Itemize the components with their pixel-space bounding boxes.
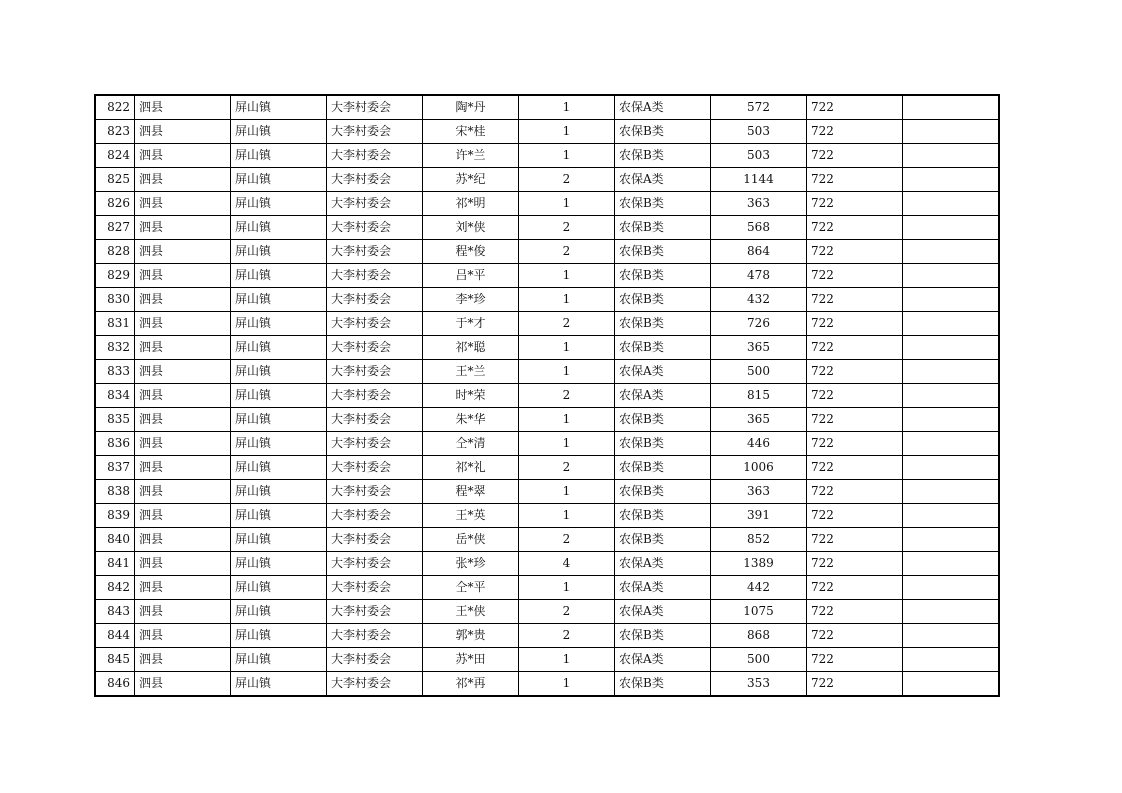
name-cell: 祁*礼: [423, 456, 519, 480]
standard-cell: 722: [807, 528, 903, 552]
amount-cell: 363: [711, 192, 807, 216]
amount-cell: 500: [711, 648, 807, 672]
household-count-cell: 1: [519, 360, 615, 384]
name-cell: 岳*侠: [423, 528, 519, 552]
insurance-category-cell: 农保A类: [615, 600, 711, 624]
table-row: [95, 648, 999, 672]
insurance-category-cell: 农保B类: [615, 120, 711, 144]
amount-cell: 446: [711, 432, 807, 456]
table-row: [95, 192, 999, 216]
standard-cell: 722: [807, 95, 903, 120]
table-row: [95, 288, 999, 312]
name-cell: 吕*平: [423, 264, 519, 288]
town-cell: 屏山镇: [231, 360, 327, 384]
standard-cell: 722: [807, 408, 903, 432]
standard-cell: 722: [807, 192, 903, 216]
county-cell: 泗县: [135, 312, 231, 336]
household-count-cell: 2: [519, 624, 615, 648]
standard-cell: 722: [807, 384, 903, 408]
remark-cell: [903, 672, 1000, 697]
county-cell: 泗县: [135, 456, 231, 480]
county-cell: 泗县: [135, 552, 231, 576]
insurance-category-cell: 农保B类: [615, 456, 711, 480]
standard-cell: 722: [807, 480, 903, 504]
standard-cell: 722: [807, 600, 903, 624]
household-count-cell: 2: [519, 600, 615, 624]
amount-cell: 868: [711, 624, 807, 648]
table-row: [95, 264, 999, 288]
county-cell: 泗县: [135, 600, 231, 624]
remark-cell: [903, 240, 1000, 264]
village-committee-cell: 大李村委会: [327, 528, 423, 552]
village-committee-cell: 大李村委会: [327, 95, 423, 120]
table-row: [95, 432, 999, 456]
table-row: [95, 95, 999, 120]
row-number-cell: 823: [95, 120, 135, 144]
standard-cell: 722: [807, 312, 903, 336]
row-number-cell: 845: [95, 648, 135, 672]
standard-cell: 722: [807, 288, 903, 312]
insurance-category-cell: 农保A类: [615, 384, 711, 408]
amount-cell: 503: [711, 120, 807, 144]
insurance-category-cell: 农保B类: [615, 336, 711, 360]
name-cell: 刘*侠: [423, 216, 519, 240]
town-cell: 屏山镇: [231, 95, 327, 120]
county-cell: 泗县: [135, 624, 231, 648]
standard-cell: 722: [807, 456, 903, 480]
insurance-category-cell: 农保B类: [615, 480, 711, 504]
household-count-cell: 1: [519, 336, 615, 360]
town-cell: 屏山镇: [231, 432, 327, 456]
village-committee-cell: 大李村委会: [327, 384, 423, 408]
table-row: [95, 672, 999, 697]
row-number-cell: 826: [95, 192, 135, 216]
county-cell: 泗县: [135, 240, 231, 264]
standard-cell: 722: [807, 120, 903, 144]
table-row: [95, 336, 999, 360]
town-cell: 屏山镇: [231, 384, 327, 408]
town-cell: 屏山镇: [231, 504, 327, 528]
table-row: [95, 408, 999, 432]
village-committee-cell: 大李村委会: [327, 624, 423, 648]
village-committee-cell: 大李村委会: [327, 336, 423, 360]
town-cell: 屏山镇: [231, 408, 327, 432]
row-number-cell: 841: [95, 552, 135, 576]
amount-cell: 363: [711, 480, 807, 504]
table-row: [95, 552, 999, 576]
village-committee-cell: 大李村委会: [327, 504, 423, 528]
name-cell: 于*才: [423, 312, 519, 336]
town-cell: 屏山镇: [231, 312, 327, 336]
village-committee-cell: 大李村委会: [327, 288, 423, 312]
remark-cell: [903, 408, 1000, 432]
row-number-cell: 822: [95, 95, 135, 120]
row-number-cell: 846: [95, 672, 135, 697]
amount-cell: 442: [711, 576, 807, 600]
insurance-category-cell: 农保A类: [615, 648, 711, 672]
remark-cell: [903, 624, 1000, 648]
amount-cell: 852: [711, 528, 807, 552]
row-number-cell: 840: [95, 528, 135, 552]
remark-cell: [903, 288, 1000, 312]
insurance-category-cell: 农保B类: [615, 312, 711, 336]
town-cell: 屏山镇: [231, 144, 327, 168]
name-cell: 祁*再: [423, 672, 519, 697]
standard-cell: 722: [807, 264, 903, 288]
village-committee-cell: 大李村委会: [327, 168, 423, 192]
remark-cell: [903, 144, 1000, 168]
row-number-cell: 829: [95, 264, 135, 288]
table-row: [95, 456, 999, 480]
village-committee-cell: 大李村委会: [327, 192, 423, 216]
amount-cell: 478: [711, 264, 807, 288]
table-row: [95, 384, 999, 408]
name-cell: 王*兰: [423, 360, 519, 384]
name-cell: 王*侠: [423, 600, 519, 624]
insurance-category-cell: 农保A类: [615, 360, 711, 384]
county-cell: 泗县: [135, 480, 231, 504]
county-cell: 泗县: [135, 576, 231, 600]
name-cell: 苏*纪: [423, 168, 519, 192]
county-cell: 泗县: [135, 360, 231, 384]
village-committee-cell: 大李村委会: [327, 576, 423, 600]
village-committee-cell: 大李村委会: [327, 480, 423, 504]
insurance-category-cell: 农保B类: [615, 288, 711, 312]
amount-cell: 503: [711, 144, 807, 168]
remark-cell: [903, 168, 1000, 192]
village-committee-cell: 大李村委会: [327, 120, 423, 144]
row-number-cell: 838: [95, 480, 135, 504]
town-cell: 屏山镇: [231, 480, 327, 504]
insurance-category-cell: 农保B类: [615, 504, 711, 528]
remark-cell: [903, 600, 1000, 624]
standard-cell: 722: [807, 240, 903, 264]
amount-cell: 864: [711, 240, 807, 264]
row-number-cell: 834: [95, 384, 135, 408]
standard-cell: 722: [807, 336, 903, 360]
village-committee-cell: 大李村委会: [327, 672, 423, 697]
county-cell: 泗县: [135, 336, 231, 360]
remark-cell: [903, 192, 1000, 216]
table-row: [95, 168, 999, 192]
standard-cell: 722: [807, 432, 903, 456]
household-count-cell: 2: [519, 240, 615, 264]
county-cell: 泗县: [135, 672, 231, 697]
row-number-cell: 824: [95, 144, 135, 168]
town-cell: 屏山镇: [231, 264, 327, 288]
row-number-cell: 827: [95, 216, 135, 240]
village-committee-cell: 大李村委会: [327, 600, 423, 624]
amount-cell: 1075: [711, 600, 807, 624]
insurance-category-cell: 农保B类: [615, 528, 711, 552]
row-number-cell: 836: [95, 432, 135, 456]
insurance-category-cell: 农保B类: [615, 144, 711, 168]
county-cell: 泗县: [135, 432, 231, 456]
amount-cell: 353: [711, 672, 807, 697]
table-row: [95, 528, 999, 552]
town-cell: 屏山镇: [231, 288, 327, 312]
village-committee-cell: 大李村委会: [327, 312, 423, 336]
table-row: [95, 624, 999, 648]
row-number-cell: 843: [95, 600, 135, 624]
name-cell: 程*翠: [423, 480, 519, 504]
insurance-category-cell: 农保B类: [615, 264, 711, 288]
household-count-cell: 4: [519, 552, 615, 576]
standard-cell: 722: [807, 504, 903, 528]
name-cell: 仝*清: [423, 432, 519, 456]
town-cell: 屏山镇: [231, 648, 327, 672]
name-cell: 许*兰: [423, 144, 519, 168]
amount-cell: 432: [711, 288, 807, 312]
standard-cell: 722: [807, 552, 903, 576]
amount-cell: 365: [711, 336, 807, 360]
town-cell: 屏山镇: [231, 192, 327, 216]
amount-cell: 572: [711, 95, 807, 120]
standard-cell: 722: [807, 216, 903, 240]
table-row: [95, 240, 999, 264]
household-count-cell: 1: [519, 144, 615, 168]
household-count-cell: 1: [519, 264, 615, 288]
name-cell: 程*俊: [423, 240, 519, 264]
insurance-category-cell: 农保B类: [615, 192, 711, 216]
table-row: [95, 360, 999, 384]
county-cell: 泗县: [135, 288, 231, 312]
village-committee-cell: 大李村委会: [327, 144, 423, 168]
village-committee-cell: 大李村委会: [327, 240, 423, 264]
household-count-cell: 1: [519, 672, 615, 697]
row-number-cell: 839: [95, 504, 135, 528]
remark-cell: [903, 528, 1000, 552]
standard-cell: 722: [807, 360, 903, 384]
remark-cell: [903, 384, 1000, 408]
amount-cell: 391: [711, 504, 807, 528]
amount-cell: 1006: [711, 456, 807, 480]
household-count-cell: 2: [519, 312, 615, 336]
table-row: [95, 216, 999, 240]
remark-cell: [903, 552, 1000, 576]
remark-cell: [903, 576, 1000, 600]
county-cell: 泗县: [135, 408, 231, 432]
village-committee-cell: 大李村委会: [327, 552, 423, 576]
amount-cell: 500: [711, 360, 807, 384]
household-count-cell: 1: [519, 432, 615, 456]
household-count-cell: 2: [519, 168, 615, 192]
row-number-cell: 832: [95, 336, 135, 360]
household-count-cell: 1: [519, 120, 615, 144]
remark-cell: [903, 312, 1000, 336]
town-cell: 屏山镇: [231, 336, 327, 360]
amount-cell: 1389: [711, 552, 807, 576]
standard-cell: 722: [807, 624, 903, 648]
remark-cell: [903, 264, 1000, 288]
amount-cell: 365: [711, 408, 807, 432]
table-row: [95, 480, 999, 504]
town-cell: 屏山镇: [231, 600, 327, 624]
standard-cell: 722: [807, 648, 903, 672]
row-number-cell: 844: [95, 624, 135, 648]
standard-cell: 722: [807, 144, 903, 168]
row-number-cell: 828: [95, 240, 135, 264]
county-cell: 泗县: [135, 264, 231, 288]
remark-cell: [903, 216, 1000, 240]
table-row: [95, 144, 999, 168]
town-cell: 屏山镇: [231, 624, 327, 648]
remark-cell: [903, 480, 1000, 504]
county-cell: 泗县: [135, 95, 231, 120]
village-committee-cell: 大李村委会: [327, 360, 423, 384]
insurance-category-cell: 农保B类: [615, 672, 711, 697]
name-cell: 朱*华: [423, 408, 519, 432]
beneficiary-table: [94, 94, 1000, 697]
town-cell: 屏山镇: [231, 552, 327, 576]
town-cell: 屏山镇: [231, 576, 327, 600]
household-count-cell: 1: [519, 504, 615, 528]
table-row: [95, 600, 999, 624]
insurance-category-cell: 农保B类: [615, 624, 711, 648]
remark-cell: [903, 120, 1000, 144]
household-count-cell: 1: [519, 288, 615, 312]
household-count-cell: 2: [519, 384, 615, 408]
insurance-category-cell: 农保B类: [615, 408, 711, 432]
town-cell: 屏山镇: [231, 528, 327, 552]
insurance-category-cell: 农保B类: [615, 240, 711, 264]
household-count-cell: 1: [519, 408, 615, 432]
row-number-cell: 837: [95, 456, 135, 480]
household-count-cell: 1: [519, 95, 615, 120]
name-cell: 陶*丹: [423, 95, 519, 120]
household-count-cell: 1: [519, 480, 615, 504]
insurance-category-cell: 农保A类: [615, 576, 711, 600]
name-cell: 王*英: [423, 504, 519, 528]
household-count-cell: 1: [519, 576, 615, 600]
town-cell: 屏山镇: [231, 456, 327, 480]
insurance-category-cell: 农保A类: [615, 95, 711, 120]
insurance-category-cell: 农保A类: [615, 168, 711, 192]
standard-cell: 722: [807, 576, 903, 600]
row-number-cell: 831: [95, 312, 135, 336]
amount-cell: 1144: [711, 168, 807, 192]
county-cell: 泗县: [135, 168, 231, 192]
village-committee-cell: 大李村委会: [327, 264, 423, 288]
county-cell: 泗县: [135, 144, 231, 168]
household-count-cell: 1: [519, 648, 615, 672]
row-number-cell: 825: [95, 168, 135, 192]
town-cell: 屏山镇: [231, 168, 327, 192]
amount-cell: 815: [711, 384, 807, 408]
remark-cell: [903, 432, 1000, 456]
remark-cell: [903, 360, 1000, 384]
remark-cell: [903, 648, 1000, 672]
table-body: [95, 95, 999, 696]
row-number-cell: 830: [95, 288, 135, 312]
row-number-cell: 842: [95, 576, 135, 600]
village-committee-cell: 大李村委会: [327, 432, 423, 456]
insurance-category-cell: 农保A类: [615, 552, 711, 576]
county-cell: 泗县: [135, 384, 231, 408]
remark-cell: [903, 95, 1000, 120]
name-cell: 张*珍: [423, 552, 519, 576]
household-count-cell: 1: [519, 192, 615, 216]
household-count-cell: 2: [519, 216, 615, 240]
amount-cell: 568: [711, 216, 807, 240]
standard-cell: 722: [807, 168, 903, 192]
name-cell: 宋*桂: [423, 120, 519, 144]
amount-cell: 726: [711, 312, 807, 336]
county-cell: 泗县: [135, 120, 231, 144]
table-row: [95, 504, 999, 528]
table-row: [95, 120, 999, 144]
standard-cell: 722: [807, 672, 903, 697]
remark-cell: [903, 456, 1000, 480]
row-number-cell: 833: [95, 360, 135, 384]
name-cell: 郭*贵: [423, 624, 519, 648]
insurance-category-cell: 农保B类: [615, 432, 711, 456]
name-cell: 李*珍: [423, 288, 519, 312]
county-cell: 泗县: [135, 192, 231, 216]
row-number-cell: 835: [95, 408, 135, 432]
table-row: [95, 312, 999, 336]
town-cell: 屏山镇: [231, 240, 327, 264]
county-cell: 泗县: [135, 648, 231, 672]
county-cell: 泗县: [135, 504, 231, 528]
town-cell: 屏山镇: [231, 672, 327, 697]
name-cell: 祁*聪: [423, 336, 519, 360]
household-count-cell: 2: [519, 528, 615, 552]
county-cell: 泗县: [135, 528, 231, 552]
name-cell: 苏*田: [423, 648, 519, 672]
household-count-cell: 2: [519, 456, 615, 480]
insurance-category-cell: 农保B类: [615, 216, 711, 240]
name-cell: 仝*平: [423, 576, 519, 600]
village-committee-cell: 大李村委会: [327, 216, 423, 240]
name-cell: 祁*明: [423, 192, 519, 216]
village-committee-cell: 大李村委会: [327, 408, 423, 432]
remark-cell: [903, 504, 1000, 528]
remark-cell: [903, 336, 1000, 360]
village-committee-cell: 大李村委会: [327, 648, 423, 672]
village-committee-cell: 大李村委会: [327, 456, 423, 480]
name-cell: 时*荣: [423, 384, 519, 408]
town-cell: 屏山镇: [231, 120, 327, 144]
county-cell: 泗县: [135, 216, 231, 240]
town-cell: 屏山镇: [231, 216, 327, 240]
table-row: [95, 576, 999, 600]
